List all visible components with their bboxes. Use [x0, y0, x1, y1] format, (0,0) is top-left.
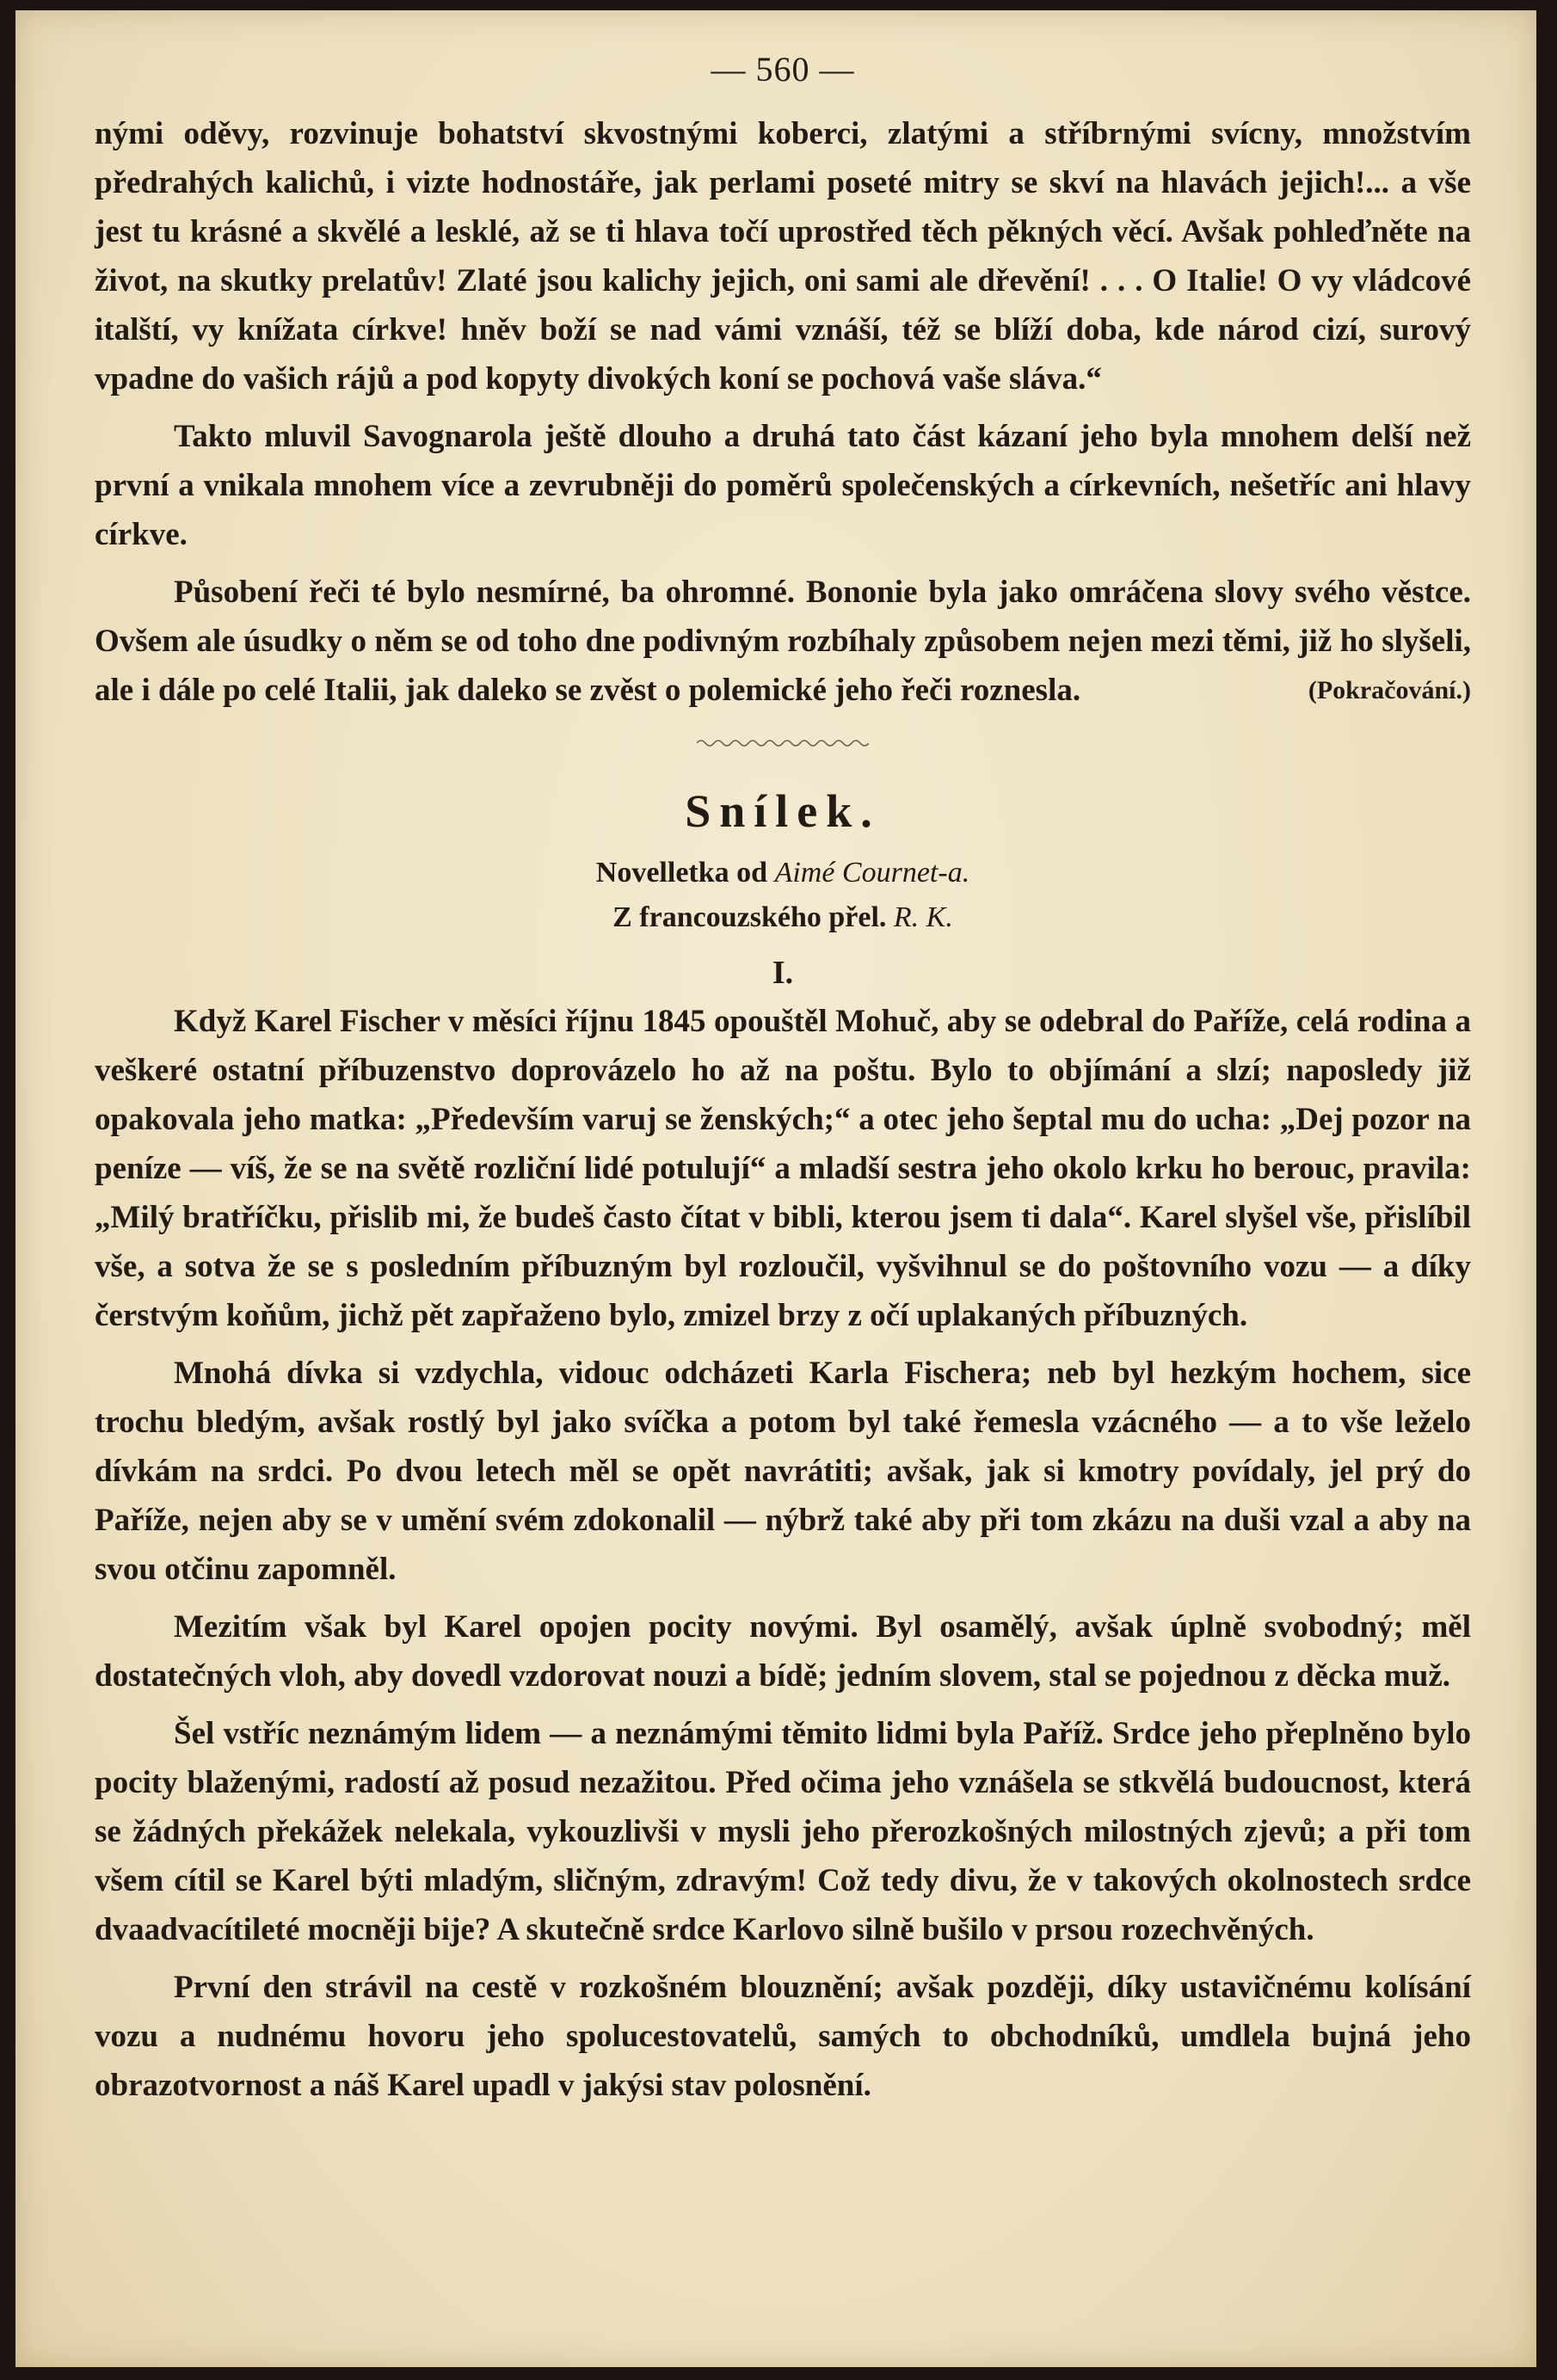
continued-note: (Pokračování.) [1308, 676, 1471, 704]
page-text [95, 45, 1471, 2119]
translator-name: R. K. [893, 901, 953, 933]
prev-paragraph-3 [95, 568, 1471, 715]
prev-paragraph-3-text: Působení řeči té bylo nesmírné, ba ohromné. Bononie byla jako omráčena slovy svého věstce. Ovšem ale úsudky o něm se od toho dne podivným rozbíhaly způsobem nejen mezi těmi, již ho slyšeli, ale i dále po celé Italii, jak daleko se zvěst o polemické jeho řeči roznesla. [95, 575, 1471, 708]
author-name: Aimé Cournet-a. [774, 857, 970, 889]
story-paragraph-4: Šel vstříc neznámým lidem — a neznámými těmito lidmi byla Paříž. Srdce jeho přeplněno bylo pocity blaženými, radostí až posud nezažitou. Před očima jeho vznášela se stkvělá budoucnost, která se žádných překážek nelekala, vykouzlivši v mysli jeho přerozkošných milostných zjevů; a při tom všem cítil se Karel býti mladým, sličným, zdravým! Což tedy divu, že v takových okolnostech srdce dvaadvacítileté mocněji bije? A skutečně srdce Karlovo silně bušilo v prsou rozechvěných. [95, 1716, 1471, 1947]
story-paragraph-3: Mezitím však byl Karel opojen pocity novými. Byl osamělý, avšak úplně svobodný; měl dostatečných vloh, aby dovedl vzdorovat nouzi a bídě; jedním slovem, stal se pojednou z děcka muž. [95, 1609, 1471, 1694]
story-paragraph-1: Když Karel Fischer v měsíci říjnu 1845 opouštěl Mohuč, aby se odebral do Paříže, celá rodina a veškeré ostatní příbuzenstvo doprovázelo ho až na poštu. Bylo to objímání a slzí; naposledy již opakovala jeho matka: „Především varuj se ženských;“ a otec jeho šeptal mu do ucha: „Dej pozor na peníze — víš, že se na světě rozliční lidé potulují“ a mladší sestra jeho okolo krku ho berouc, pravila: „Milý bratříčku, přislib mi, že budeš často čítat v bibli, kterou jsem ti dala“. Karel slyšel vše, přislíbil vše, a sotva že se s posledním příbuzným byl rozloučil, vyšvihnul se do poštovního vozu — a díky čerstvým koňům, jichž pět zapřaženo bylo, zmizel brzy z očí uplakaných příbuzných. [95, 1004, 1471, 1333]
story-paragraph-2: Mnohá dívka si vzdychla, vidouc odcházeti Karla Fischera; neb byl hezkým hochem, sice trochu bledým, avšak rostlý byl jako svíčka a potom byl také řemesla vzácného — a to vše leželo dívkám na srdci. Po dvou letech měl se opět navrátiti; avšak, jak si kmotry povídaly, jel prý do Paříže, nejen aby se v umění svém zdokonalil — nýbrž také aby při tom zkázu na duši vzal a aby na svou otčinu zapomněl. [95, 1356, 1471, 1587]
page-number: — 560 — [711, 50, 855, 89]
translation-prefix: Z francouzského přel. [612, 901, 887, 933]
story-title: Snílek. [685, 785, 881, 837]
wavy-divider-ornament [697, 737, 869, 749]
book-page [15, 10, 1536, 2367]
byline-prefix: Novelletka od [595, 857, 768, 889]
prev-paragraph-2: Takto mluvil Savognarola ještě dlouho a druhá tato část kázaní jeho byla mnohem delší než první a vnikala mnohem více a zevrubněji do poměrů společenských a církevních, nešetříc ani hlavy církve. [95, 419, 1471, 552]
translation-line [95, 895, 1471, 940]
story-byline [95, 851, 1471, 895]
prev-paragraph-1: nými oděvy, rozvinuje bohatství skvostnými koberci, zlatými a stříbrnými svícny, množstvím předrahých kalichů, i vizte hodnostáře, jak perlami poseté mitry se skví na hlavách jejich!... a vše jest tu krásné a skvělé a lesklé, až se ti hlava točí uprostřed těch pěkných věcí. Avšak pohleďněte na život, na skutky prelatův! Zlaté jsou kalichy jejich, oni sami ale dřevění! . . . O Italie! O vy vládcové italští, vy knížata církve! hněv boží se nad vámi vznáší, též se blíží doba, kde národ cizí, surový vpadne do vašich rájů a pod kopyty divokých koní se pochová vaše sláva.“ [95, 116, 1471, 397]
story-paragraph-5: První den strávil na cestě v rozkošném blouznění; avšak později, díky ustavičnému kolísání vozu a nudnému hovoru jeho spolucestovatelů, samých to obchodníků, umdlela bujná jeho obrazotvornost a náš Karel upadl v jakýsi stav polosnění. [95, 1970, 1471, 2103]
chapter-number: I. [772, 955, 794, 991]
